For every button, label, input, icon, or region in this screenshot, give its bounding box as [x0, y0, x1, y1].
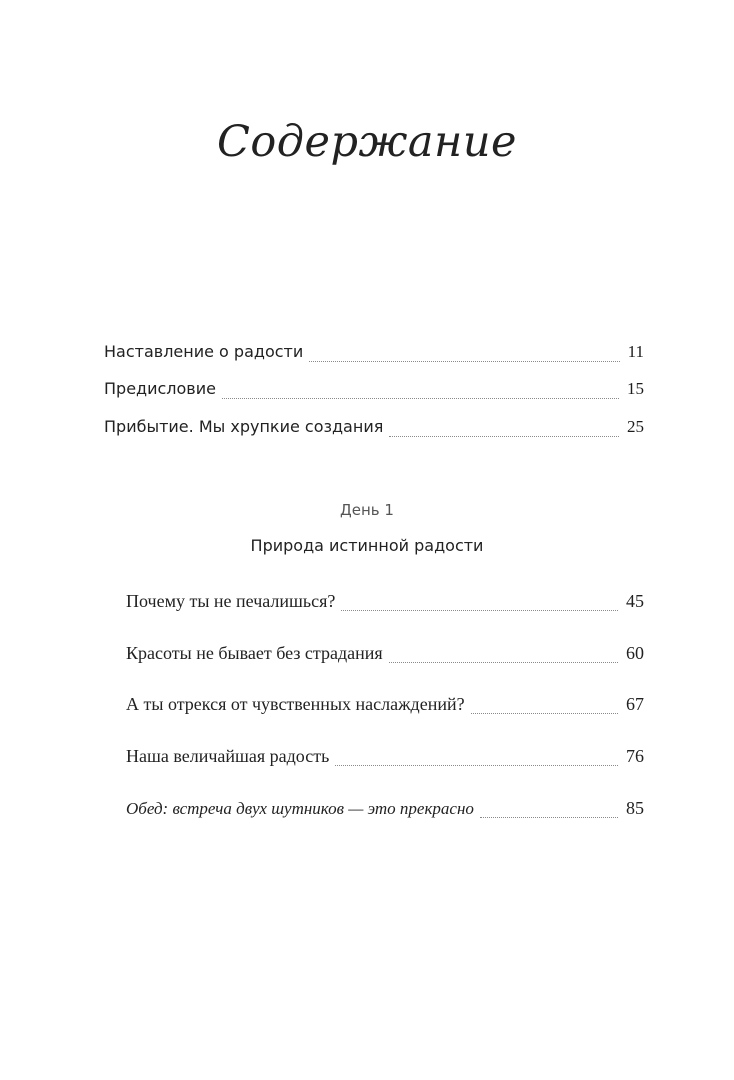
toc-entry[interactable] [104, 379, 644, 405]
dot-leader [471, 713, 618, 714]
toc-entry-page: 25 [627, 417, 644, 436]
toc-chapter-entry[interactable] [126, 643, 644, 669]
toc-entry-label: Предисловие [104, 379, 216, 398]
dot-leader [389, 662, 618, 663]
toc-entry-label: Наставление о радости [104, 342, 304, 361]
toc-chapter-entry[interactable] [126, 798, 644, 824]
toc-entry-page: 60 [626, 643, 644, 663]
toc-entry-page: 67 [626, 694, 644, 714]
dot-leader [222, 398, 619, 399]
toc-entry-label: Почему ты не печалишься? [126, 591, 336, 611]
dot-leader [335, 765, 618, 766]
toc-entry-label: Прибытие. Мы хрупкие создания [104, 417, 384, 436]
toc-chapter-entry[interactable] [126, 746, 644, 772]
page-title: Содержание [217, 117, 517, 167]
toc-entry-label: Красоты не бывает без страдания [126, 643, 383, 663]
section-title: Природа истинной радости [250, 536, 484, 555]
toc-entry-label: Обед: встреча двух шутников — это прекрасно [126, 799, 474, 818]
toc-entry-page: 11 [627, 342, 644, 361]
dot-leader [480, 817, 618, 818]
toc-entry[interactable] [104, 417, 644, 443]
toc-entry-page: 15 [627, 379, 644, 398]
toc-entry-label: Наша величайшая радость [126, 746, 330, 766]
toc-entry-page: 85 [626, 798, 644, 818]
dot-leader [341, 610, 618, 611]
toc-chapter-entry[interactable] [126, 694, 644, 720]
toc-entry-label: А ты отрекся от чувственных наслаждений? [126, 694, 465, 714]
dot-leader [389, 436, 619, 437]
day-label: День 1 [340, 501, 394, 519]
dot-leader [309, 361, 619, 362]
toc-entry-page: 76 [626, 746, 644, 766]
toc-entry-page: 45 [626, 591, 644, 611]
toc-chapter-entry[interactable] [126, 591, 644, 617]
toc-entry[interactable] [104, 342, 644, 368]
